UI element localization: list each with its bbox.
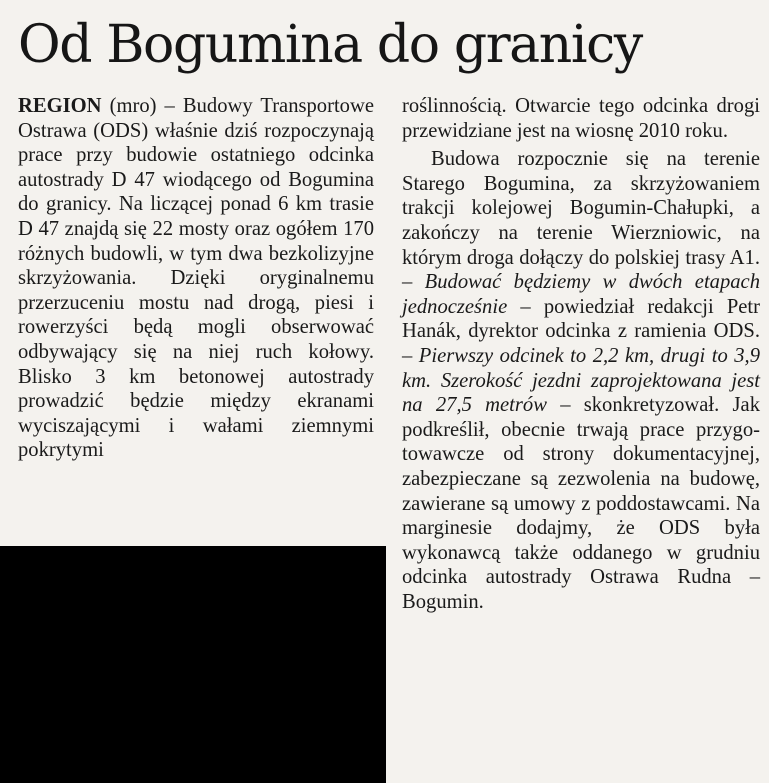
region-lead: REGION xyxy=(18,95,102,117)
paragraph-2-outro: – skonkretyzował. Jak podkreślił, obecnie trwają prace przygotowawcze od strony dokumentacyjnej, zabezpieczane są zezwolenia na budowę, zawierane są umowy z poddostawcami. Na marginesie dodajmy, że ODS była wykonawcą także oddanego w grudniu odcinka autostrady Ostrawa Rudna – Bogumin. xyxy=(402,394,760,613)
quote-two-stages: Budować będziemy w dwóch etapach jednocześnie xyxy=(402,271,760,318)
left-column-text: (mro) – Budowy Transportowe Ostrawa (ODS) właśnie dziś rozpoczynają prace przy budowie ostatniego odcinka autostrady D 47 wiodącego od Bogumina do granicy. Na liczącej ponad 6 km trasie D 47 znajdą się 22 mosty oraz ogółem 170 różnych budowli, w tym dwa bezkolizyjne skrzyżowania. Dzięki oryginalnemu przerzuceniu mostu nad drogą, piesi i rowerzyści będą mogli obserwować odbywający się na niej ruch kołowy. Blisko 3 km betonowej autostrady prowadzić będzie między ekranami wyciszającymi i wałami ziemnymi pokrytymi xyxy=(18,95,374,462)
paragraph-2-intro: Budowa rozpocznie się na terenie Starego Bogumina, za skrzyżowaniem trakcji kolejowej Bogumin-Chałupki, a zakończy na terenie Wierzniowic, na którym droga dołączy do polskiej trasy A1. – xyxy=(402,148,760,294)
right-column-paragraph-2 xyxy=(402,147,760,614)
blacked-out-area xyxy=(0,546,386,783)
quote-section-lengths: Pierwszy odcinek to 2,2 km, drugi to 3,9 km. Szerokość jezdni zaprojektowana jest na 27,5 metrów xyxy=(402,344,760,417)
article-headline: Od Bogumina do granicy xyxy=(18,15,642,75)
left-column-paragraph xyxy=(18,94,374,463)
right-column-paragraph-1: roślinnością. Otwarcie tego odcinka drogi przewidziane jest na wiosnę 2010 roku. xyxy=(402,95,760,142)
left-column xyxy=(18,94,374,463)
paragraph-2-attribution: – powiedział redakcji Petr Hanák, dyrektor odcinka z ramienia ODS. – xyxy=(402,295,760,367)
right-column xyxy=(402,94,760,614)
